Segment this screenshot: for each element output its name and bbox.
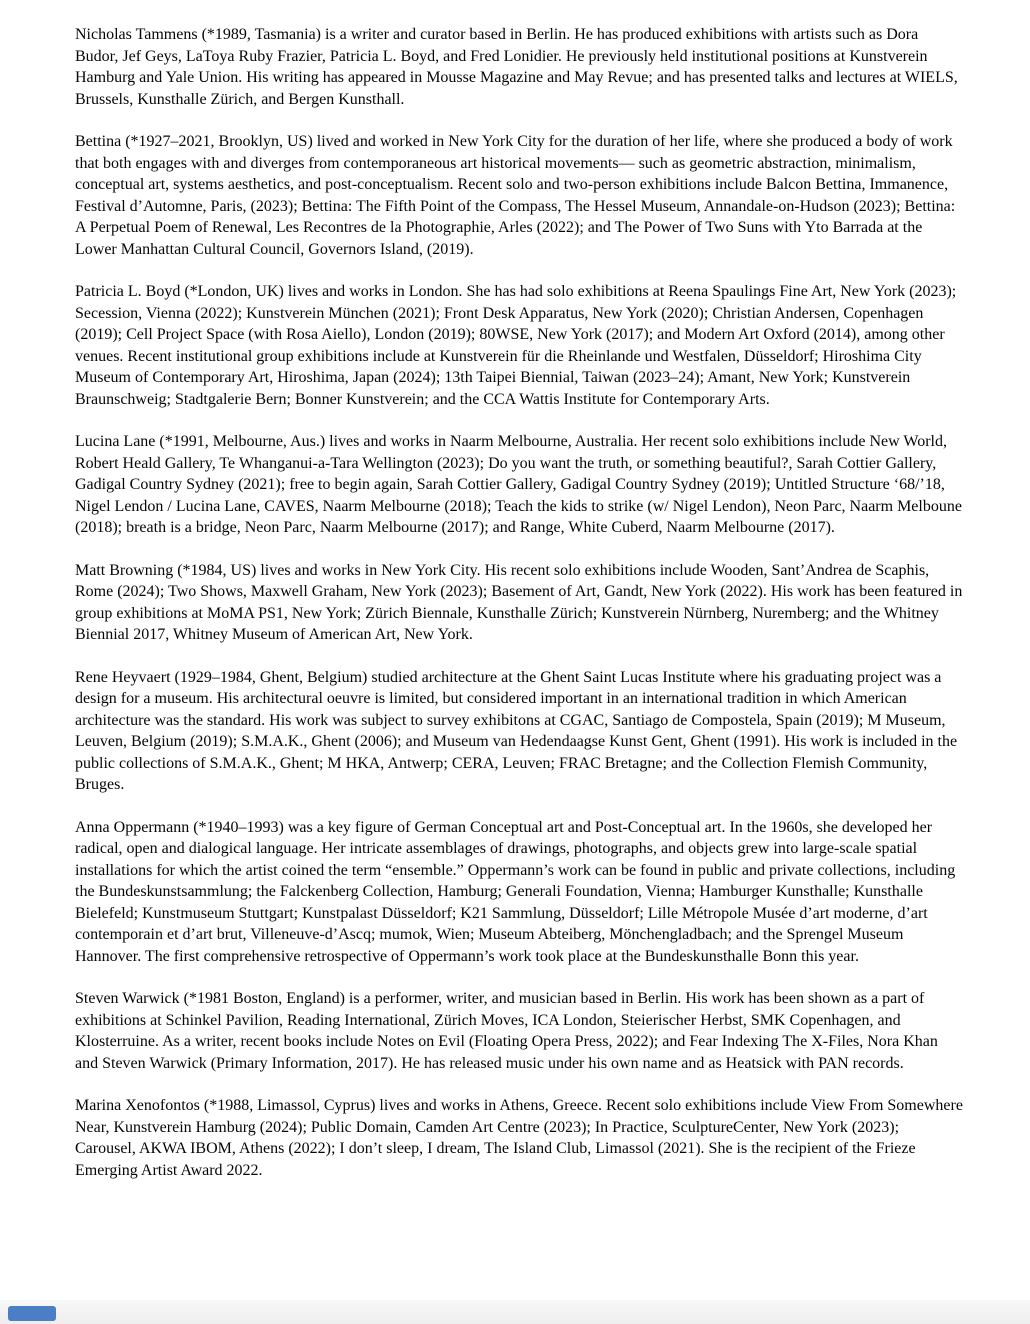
bio-paragraph-nicholas-tammens: Nicholas Tammens (*1989, Tasmania) is a writer and curator based in Berlin. He has produced exhibitions with artists such as Dora Budor, Jef Geys, LaToya Ruby Frazier, Patricia L. Boyd, and Fred Lonidier. He previously held institutional positions at Kunstverein Hamburg and Yale Union. His writing has appeared in Mousse Magazine and May Revue; and has presented talks and lectures at WIELS, Brussels, Kunsthalle Zürich, and Bergen Kunsthall. — [75, 26, 958, 108]
partially-visible-link[interactable] — [8, 1306, 56, 1321]
artist-bios-document — [75, 24, 963, 1202]
bio-paragraph-steven-warwick: Steven Warwick (*1981 Boston, England) is a performer, writer, and musician based in Berlin. His work has been shown as a part of exhibitions at Schinkel Pavilion, Reading International, Zürich Moves, ICA London, Steierischer Herbst, SMK Copenhagen, and Klosterruine. As a writer, recent books include Notes on Evil (Floating Opera Press, 2022); and Fear Indexing The X-Files, Nora Khan and Steven Warwick (Primary Information, 2017). He has released music under his own name and as Heatsick with PAN records. — [75, 990, 938, 1072]
bio-paragraph-anna-oppermann: Anna Oppermann (*1940–1993) was a key figure of German Conceptual art and Post-Conceptual art. In the 1960s, she developed her radical, open and dialogical language. Her intricate assemblages of drawings, photographs, and objects grew into large-scale spatial installations for which the artist coined the term “ensemble.” Oppermann’s work can be found in public and private collections, including the Bundeskunstsammlung; the Falckenberg Collection, Hamburg; Generali Foundation, Vienna; Hamburger Kunsthalle; Kunsthalle Bielefeld; Kunstmuseum Stuttgart; Kunstpalast Düsseldorf; K21 Sammlung, Düsseldorf; Lille Métropole Musée d’art moderne, d’art contemporain et d’art brut, Villeneuve-d’Ascq; mumok, Wien; Museum Abteiberg, Mönchengladbach; and the Sprengel Museum Hannover. The first comprehensive retrospective of Oppermann’s work took place at the Bundeskunsthalle Bonn this year. — [75, 818, 956, 965]
bio-paragraph-marina-xenofontos: Marina Xenofontos (*1988, Limassol, Cyprus) lives and works in Athens, Greece. Recent solo exhibitions include View From Somewhere Near, Kunstverein Hamburg (2024); Public Domain, Camden Art Centre (2023); In Practice, SculptureCenter, New York (2023); Carousel, AKWA IBOM, Athens (2022); I don’t sleep, I dream, The Island Club, Limassol (2021). She is the recipient of the Frieze Emerging Artist Award 2022. — [75, 1097, 963, 1179]
bio-paragraph-patricia-l-boyd: Patricia L. Boyd (*London, UK) lives and works in London. She has had solo exhibitions at Reena Spaulings Fine Art, New York (2023); Secession, Vienna (2022); Kunstverein München (2021); Front Desk Apparatus, New York (2020); Christian Andersen, Copenhagen (2019); Cell Project Space (with Rosa Aiello), London (2019); 80WSE, New York (2017); and Modern Art Oxford (2014), among other venues. Recent institutional group exhibitions include at Kunstverein für die Rheinlande und Westfalen, Düsseldorf; Hiroshima City Museum of Contemporary Art, Hiroshima, Japan (2024); 13th Taipei Biennial, Taiwan (2023–24); Amant, New York; Kunstverein Braunschweig; Stadtgalerie Bern; Bonner Kunstverein; and the CCA Wattis Institute for Contemporary Arts. — [75, 283, 957, 408]
bio-paragraph-bettina: Bettina (*1927–2021, Brooklyn, US) lived and worked in New York City for the duration of her life, where she produced a body of work that both engages with and diverges from contemporaneous art historical movements— such as geometric abstraction, minimalism, conceptual art, systems aesthetics, and post-conceptualism. Recent solo and two-person exhibitions include Balcon Bettina, Immanence, Festival d’Automne, Paris, (2023); Bettina: The Fifth Point of the Compass, The Hessel Museum, Annandale-on-Hudson (2023); Bettina: A Perpetual Poem of Renewal, Les Recontres de la Photographie, Arles (2022); and The Power of Two Suns with Yto Barrada at the Lower Manhattan Cultural Council, Governors Island, (2019). — [75, 133, 956, 258]
bio-paragraph-rene-heyvaert: Rene Heyvaert (1929–1984, Ghent, Belgium) studied architecture at the Ghent Saint Lucas Institute where his graduating project was a design for a museum. His architectural oeuvre is limited, but considered important in an international tradition in which American architecture was the standard. His work was subject to survey exhibitons at CGAC, Santiago de Compostela, Spain (2019); M Museum, Leuven, Belgium (2019); S.M.A.K., Ghent (2006); and Museum van Hedendaagse Kunst Gent, Ghent (1991). His work is included in the public collections of S.M.A.K., Ghent; M HKA, Antwerp; CERA, Leuven; FRAC Bretagne; and the Collection Flemish Community, Bruges. — [75, 668, 958, 793]
page-bottom-edge — [0, 1300, 1030, 1324]
bio-paragraph-matt-browning: Matt Browning (*1984, US) lives and works in New York City. His recent solo exhibitions include Wooden, Sant’Andrea de Scaphis, Rome (2024); Two Shows, Maxwell Graham, New York (2023); Basement of Art, Gandt, New York (2022). His work has been featured in group exhibitions at MoMA PS1, New York; Zürich Biennale, Kunsthalle Zürich; Kunstverein Nürnberg, Nuremberg; and the Whitney Biennial 2017, Whitney Museum of American Art, New York. — [75, 561, 963, 643]
bio-paragraph-lucina-lane: Lucina Lane (*1991, Melbourne, Aus.) lives and works in Naarm Melbourne, Australia. Her recent solo exhibitions include New World, Robert Heald Gallery, Te Whanganui-a-Tara Wellington (2023); Do you want the truth, or something beautiful?, Sarah Cottier Gallery, Gadigal Country Sydney (2021); free to begin again, Sarah Cottier Gallery, Gadigal Country Sydney (2019); Untitled Structure ‘68/’18, Nigel Lendon / Lucina Lane, CAVES, Naarm Melbourne (2018); Teach the kids to strike (w/ Nigel Lendon), Neon Parc, Naarm Melboune (2018); breath is a bridge, Neon Parc, Naarm Melbourne (2017); and Range, White Cuberd, Naarm Melbourne (2017). — [75, 433, 962, 536]
